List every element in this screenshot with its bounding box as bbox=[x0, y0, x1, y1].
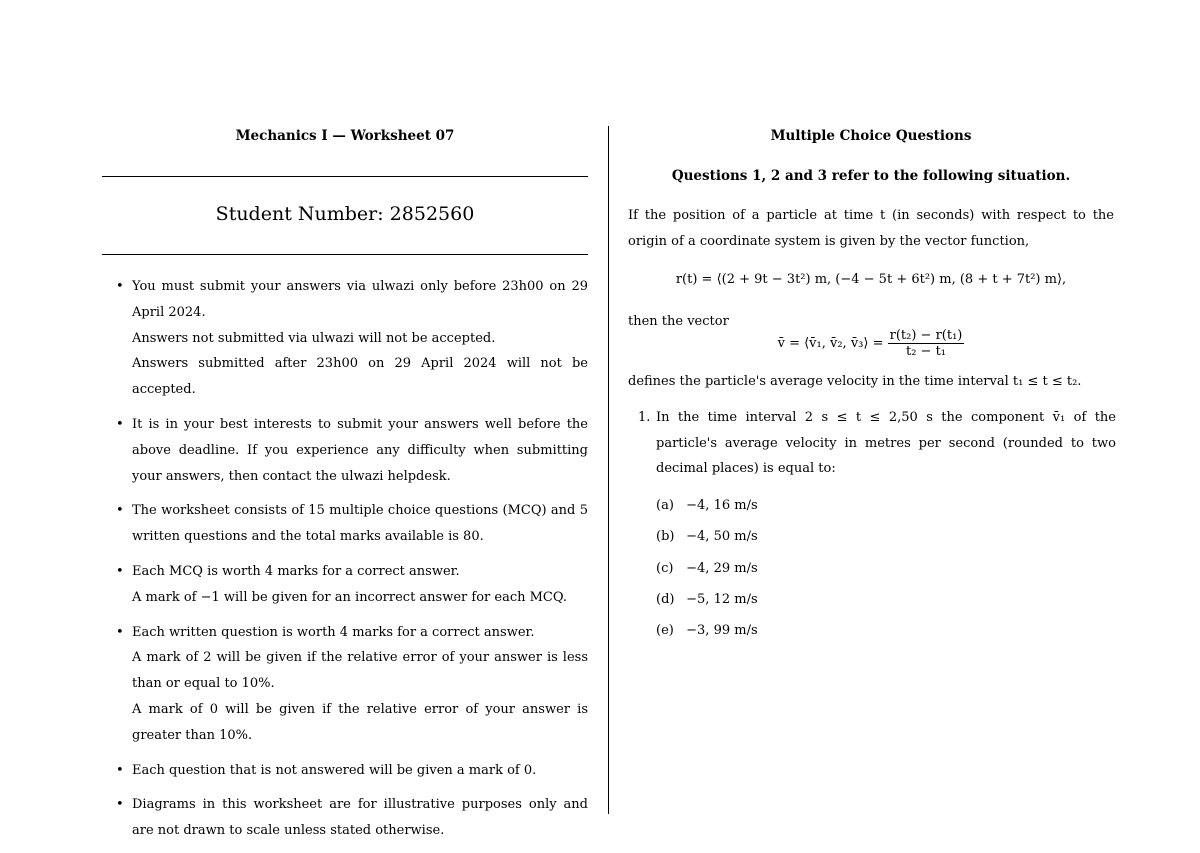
velocity-denominator: t₂ − t₁ bbox=[905, 344, 947, 359]
student-number: Student Number: 2852560 bbox=[215, 203, 475, 225]
column-divider bbox=[608, 126, 609, 814]
option-value: −5, 12 m/s bbox=[686, 592, 758, 607]
option-e[interactable] bbox=[656, 623, 758, 638]
instruction-structure bbox=[102, 498, 588, 550]
instruction-line: • You must submit your answers via ulwazi only before 23h00 on 29 April 2024. bbox=[132, 279, 588, 320]
instruction-diagrams bbox=[102, 792, 588, 844]
instruction-submission bbox=[102, 274, 588, 403]
instruction-line: • Each question that is not answered will be given a mark of 0. bbox=[132, 762, 537, 778]
option-value: −4, 16 m/s bbox=[686, 498, 758, 513]
option-a[interactable] bbox=[656, 498, 758, 513]
option-c[interactable] bbox=[656, 561, 758, 576]
option-value: −4, 50 m/s bbox=[686, 529, 758, 544]
position-equation: r(t) = ⟨(2 + 9t − 3t²) m, (−4 − 5t + 6t²) m, (8 + t + 7t²) m⟩, bbox=[675, 272, 1067, 287]
option-value: −3, 99 m/s bbox=[686, 623, 758, 638]
student-number-divider bbox=[102, 254, 588, 255]
velocity-numerator: r(t₂) − r(t₁) bbox=[889, 328, 963, 343]
instruction-line: • Each written question is worth 4 marks for a correct answer. bbox=[132, 624, 535, 640]
option-d[interactable] bbox=[656, 592, 758, 607]
instruction-written-marks bbox=[102, 620, 588, 749]
instruction-line: A mark of −1 will be given for an incorrect answer for each MCQ. bbox=[132, 589, 568, 605]
option-label: (a) bbox=[656, 498, 674, 513]
instruction-line: • The worksheet consists of 15 multiple choice questions (MCQ) and 5 written questions and the total marks available is 80. bbox=[132, 503, 588, 545]
option-b[interactable] bbox=[656, 529, 758, 544]
velocity-fraction bbox=[888, 328, 965, 359]
instruction-mcq-marks bbox=[102, 559, 588, 611]
title-divider bbox=[102, 176, 588, 177]
instruction-line: Answers submitted after 23h00 on 29 April 2024 will not be accepted. bbox=[132, 356, 588, 398]
instruction-line: A mark of 0 will be given if the relative error of your answer is greater than 10%. bbox=[132, 701, 588, 743]
option-label: (d) bbox=[656, 592, 675, 607]
defines-text: defines the particle's average velocity in the time interval t₁ ≤ t ≤ t₂. bbox=[628, 374, 1082, 389]
instruction-line: • Diagrams in this worksheet are for illustrative purposes only and are not drawn to scale unless stated otherwise. bbox=[132, 797, 588, 839]
question-number: 1. bbox=[638, 410, 651, 425]
instruction-line: Answers not submitted via ulwazi will not be accepted. bbox=[132, 330, 496, 346]
instruction-line: A mark of 2 will be given if the relative error of your answer is less than or equal to 10%. bbox=[132, 650, 588, 692]
instruction-unanswered bbox=[102, 758, 588, 784]
option-value: −4, 29 m/s bbox=[686, 561, 758, 576]
option-label: (b) bbox=[656, 529, 675, 544]
option-label: (e) bbox=[656, 623, 674, 638]
velocity-equation bbox=[628, 328, 1114, 359]
instruction-line: • Each MCQ is worth 4 marks for a correct answer. bbox=[132, 563, 460, 579]
instruction-line: • It is in your best interests to submit your answers well before the above deadline. If you experience any difficulty when submitting your answers, then contact the ulwazi helpdesk. bbox=[132, 416, 588, 484]
velocity-lhs: v̄ = ⟨v̄₁, v̄₂, v̄₃⟩ = bbox=[777, 336, 884, 351]
situation-heading: Questions 1, 2 and 3 refer to the following situation. bbox=[671, 168, 1071, 184]
instructions-list bbox=[102, 274, 588, 853]
question-text: In the time interval 2 s ≤ t ≤ 2,50 s the component v̄₁ of the particle's average velocity in metres per second (rounded to two decimal places) is equal to: bbox=[656, 410, 1116, 476]
instruction-deadline bbox=[102, 412, 588, 489]
situation-intro: If the position of a particle at time t (in seconds) with respect to the origin of a coordinate system is given by the vector function, bbox=[628, 208, 1114, 249]
worksheet-title: Mechanics I — Worksheet 07 bbox=[235, 128, 455, 144]
question-1 bbox=[638, 405, 1116, 482]
option-label: (c) bbox=[656, 561, 674, 576]
then-text: then the vector bbox=[628, 314, 729, 329]
mcq-heading: Multiple Choice Questions bbox=[770, 128, 972, 144]
